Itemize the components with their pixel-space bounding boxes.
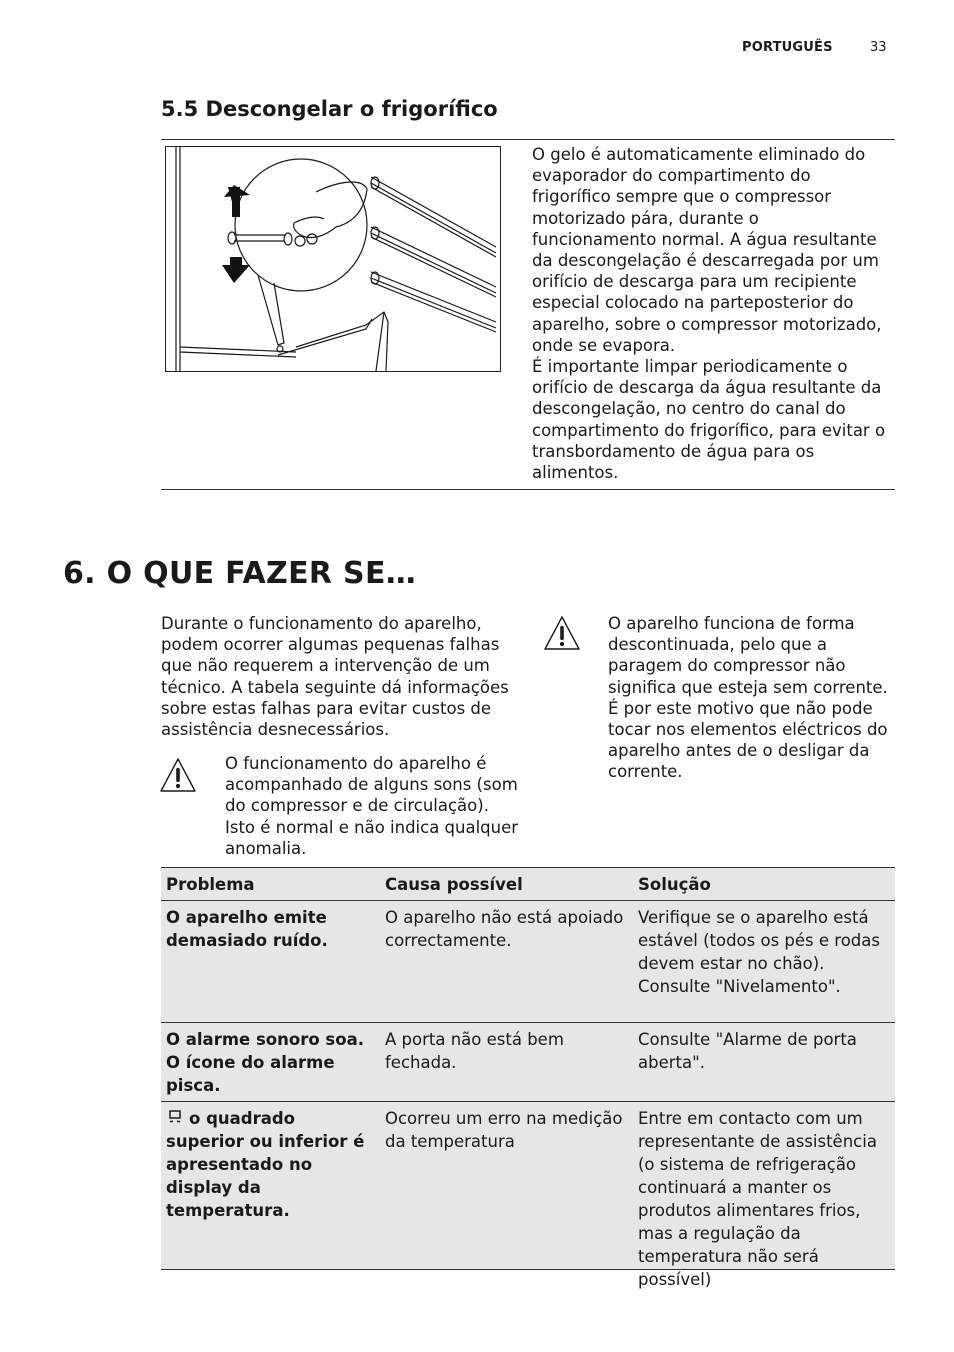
row-problem-text: o quadrado superior ou inferior é apresentado no display da temperatura. [166, 1109, 365, 1220]
defrost-description [532, 144, 888, 483]
table-row [161, 1102, 895, 1289]
chapter-title: O QUE FAZER SE… [106, 556, 417, 591]
section-5-5-heading [161, 97, 498, 121]
chapter-number: 6. [63, 556, 96, 591]
section-title: Descongelar o frigorífico [205, 97, 498, 121]
chapter-6-heading [63, 556, 416, 591]
row-problem: O aparelho emite demasiado ruído. [166, 908, 328, 950]
table-row [161, 901, 895, 1023]
troubleshooting-table [161, 867, 895, 1289]
defrost-illustration [165, 146, 501, 372]
table-row [161, 1023, 895, 1102]
row-solution: Entre em contacto com um representante de assistência (o sistema de refrigeração continuará a manter os produtos alimentares frios, mas a regulação da temperatura não será possível) [638, 1109, 877, 1289]
troubleshooting-intro: Durante o funcionamento do aparelho, podem ocorrer algumas pequenas falhas que não requerem a intervenção de um técnico. A tabela seguinte dá informações sobre estas falhas para evitar custos de assistência desnecessários. [161, 614, 509, 740]
row-solution: Verifique se o aparelho está estável (todos os pés e rodas devem estar no chão). Consulte "Nivelamento". [638, 908, 880, 996]
header-solution: Solução [638, 875, 711, 894]
section-top-rule [161, 139, 895, 140]
row-problem [161, 1102, 380, 1269]
section-number: 5.5 [161, 97, 199, 121]
defrost-drawing [166, 147, 500, 371]
row-cause: O aparelho não está apoiado correctamente. [385, 908, 624, 950]
row-cause: A porta não está bem fechada. [385, 1030, 564, 1072]
section-bottom-rule [161, 489, 895, 490]
row-problem: O alarme sonoro soa. O ícone do alarme pisca. [166, 1030, 364, 1095]
header-problem: Problema [166, 875, 255, 894]
warning-sounds-text: O funcionamento do aparelho é acompanhado de alguns sons (som do compressor e de circulação). Isto é normal e não indica qualquer anomalia. [225, 754, 519, 858]
header-language: PORTUGUÊS [742, 40, 833, 55]
warning-power-text: O aparelho funciona de forma descontinuada, pelo que a paragem do compressor não significa que esteja sem corrente. É por este motivo que não pode tocar nos elementos eléctricos do aparelho antes de o desligar da corrente. [608, 614, 888, 782]
warning-icon [543, 615, 581, 651]
warning-icon [159, 757, 197, 793]
page-number: 33 [870, 40, 887, 55]
header-cause: Causa possível [385, 875, 523, 894]
row-cause: Ocorreu um erro na medição da temperatura [385, 1109, 623, 1151]
row-solution: Consulte "Alarme de porta aberta". [638, 1030, 857, 1072]
table-header-row [161, 867, 895, 901]
defrost-paragraph-1: O gelo é automaticamente eliminado do evaporador do compartimento do frigorífico sempre que o compressor motorizado pára, durante o funcionamento normal. A água resultante da descongelação é descarregada por um orifício de descarga para um recipiente especial colocado na parteposterior do aparelho, sobre o compressor motorizado, onde se evapora. [532, 145, 882, 355]
display-segment-icon [169, 1110, 181, 1123]
defrost-paragraph-2: É importante limpar periodicamente o orifício de descarga da água resultante da descongelação, no centro do canal do compartimento do frigorífico, para evitar o transbordamento de água para os alimentos. [532, 357, 886, 483]
